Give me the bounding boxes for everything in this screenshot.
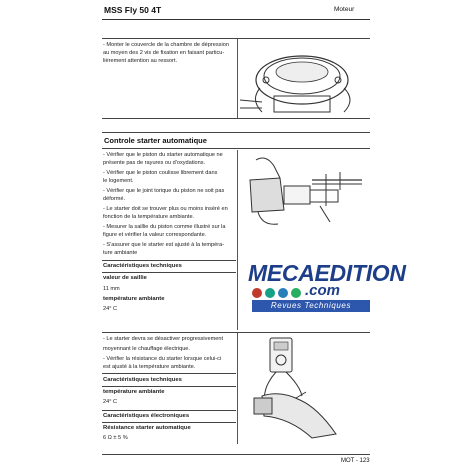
section-title: Controle starter automatique [104, 136, 207, 145]
spec-label: température ambiante [103, 389, 165, 395]
instruction-line: fonction de la température ambiante. [103, 214, 195, 220]
instruction-line: lièrement attention au ressort. [103, 58, 177, 64]
instruction-line: au moyen des 2 vis de fixation en faisant particu- [103, 50, 225, 56]
spec-title: Caractéristiques techniques [103, 377, 182, 383]
section-rule [102, 422, 236, 423]
header-rule [102, 19, 370, 20]
column-divider [237, 332, 238, 444]
starter-measurement-illustration [240, 150, 368, 230]
elec-spec-value: 6 Ω ± 5 % [103, 435, 128, 441]
instruction-line: ture ambiante [103, 250, 138, 256]
instruction-line: - S'assurer que le starter est ajusté à la tempéra- [103, 242, 225, 248]
instruction-line: - Vérifier que le piston coulisse librement dans [103, 170, 218, 176]
instruction-line: le logement. [103, 178, 134, 184]
instruction-line: - Vérifier la résistance du starter lorsque celui-ci [103, 356, 222, 362]
instruction-line: figure et vérifier la valeur correspondante. [103, 232, 207, 238]
instruction-line: - Le starter doit se trouver plus ou moins inséré en [103, 206, 228, 212]
spec-value: 24° C [103, 399, 118, 405]
teal-dot-icon [265, 288, 275, 298]
section-rule [102, 272, 236, 273]
spec-title: Caractéristiques techniques [103, 263, 182, 269]
spec-value: 24° C [103, 306, 118, 312]
instruction-line: - Mesurer la saillie du piston comme illustré sur la [103, 224, 226, 230]
watermark-domain: .com [305, 282, 341, 299]
instruction-line: déformé. [103, 196, 126, 202]
footer-rule [102, 454, 370, 455]
column-divider [237, 150, 238, 330]
instruction-line: - Monter le couvercle de la chambre de dépression [103, 42, 229, 48]
section-rule [102, 410, 236, 411]
section-rule [102, 386, 236, 387]
spec-label: valeur de saillie [103, 275, 147, 281]
multimeter-starter-illustration [240, 334, 368, 442]
section-rule [102, 132, 370, 133]
instruction-line: - Le starter devra se désactiver progressivement [103, 336, 224, 342]
section-rule [102, 260, 236, 261]
page-number: MOT - 123 [341, 458, 370, 464]
section-rule [102, 332, 370, 333]
instruction-line: - Vérifier que le piston du starter automatique ne [103, 152, 223, 158]
instruction-line: - Vérifier que le joint torique du piston ne soit pas [103, 188, 225, 194]
section-rule [102, 118, 370, 119]
instruction-line: est ajusté à la température ambiante. [103, 364, 196, 370]
spec-label: température ambiante [103, 296, 165, 302]
instruction-line: moyennant le chauffage électrique. [103, 346, 190, 352]
elec-spec-title: Caractéristiques électroniques [103, 413, 190, 419]
blue-dot-icon [278, 288, 288, 298]
watermark-brand: MECAEDITION [248, 260, 406, 286]
section-rule [102, 373, 236, 374]
instruction-line: présente pas de rayures ou d'oxydations. [103, 160, 206, 166]
manual-title: MSS Fly 50 4T [104, 5, 162, 15]
elec-spec-label: Résistance starter automatique [103, 425, 191, 431]
section-name: Moteur [334, 6, 355, 13]
section-rule [102, 148, 370, 149]
column-divider [237, 38, 238, 118]
red-dot-icon [252, 288, 262, 298]
spec-value: 11 mm [103, 286, 120, 292]
green-dot-icon [291, 288, 301, 298]
carburetor-cover-illustration [240, 40, 368, 116]
section-rule [102, 38, 370, 39]
watermark-tagline: Revues Techniques [252, 300, 370, 312]
